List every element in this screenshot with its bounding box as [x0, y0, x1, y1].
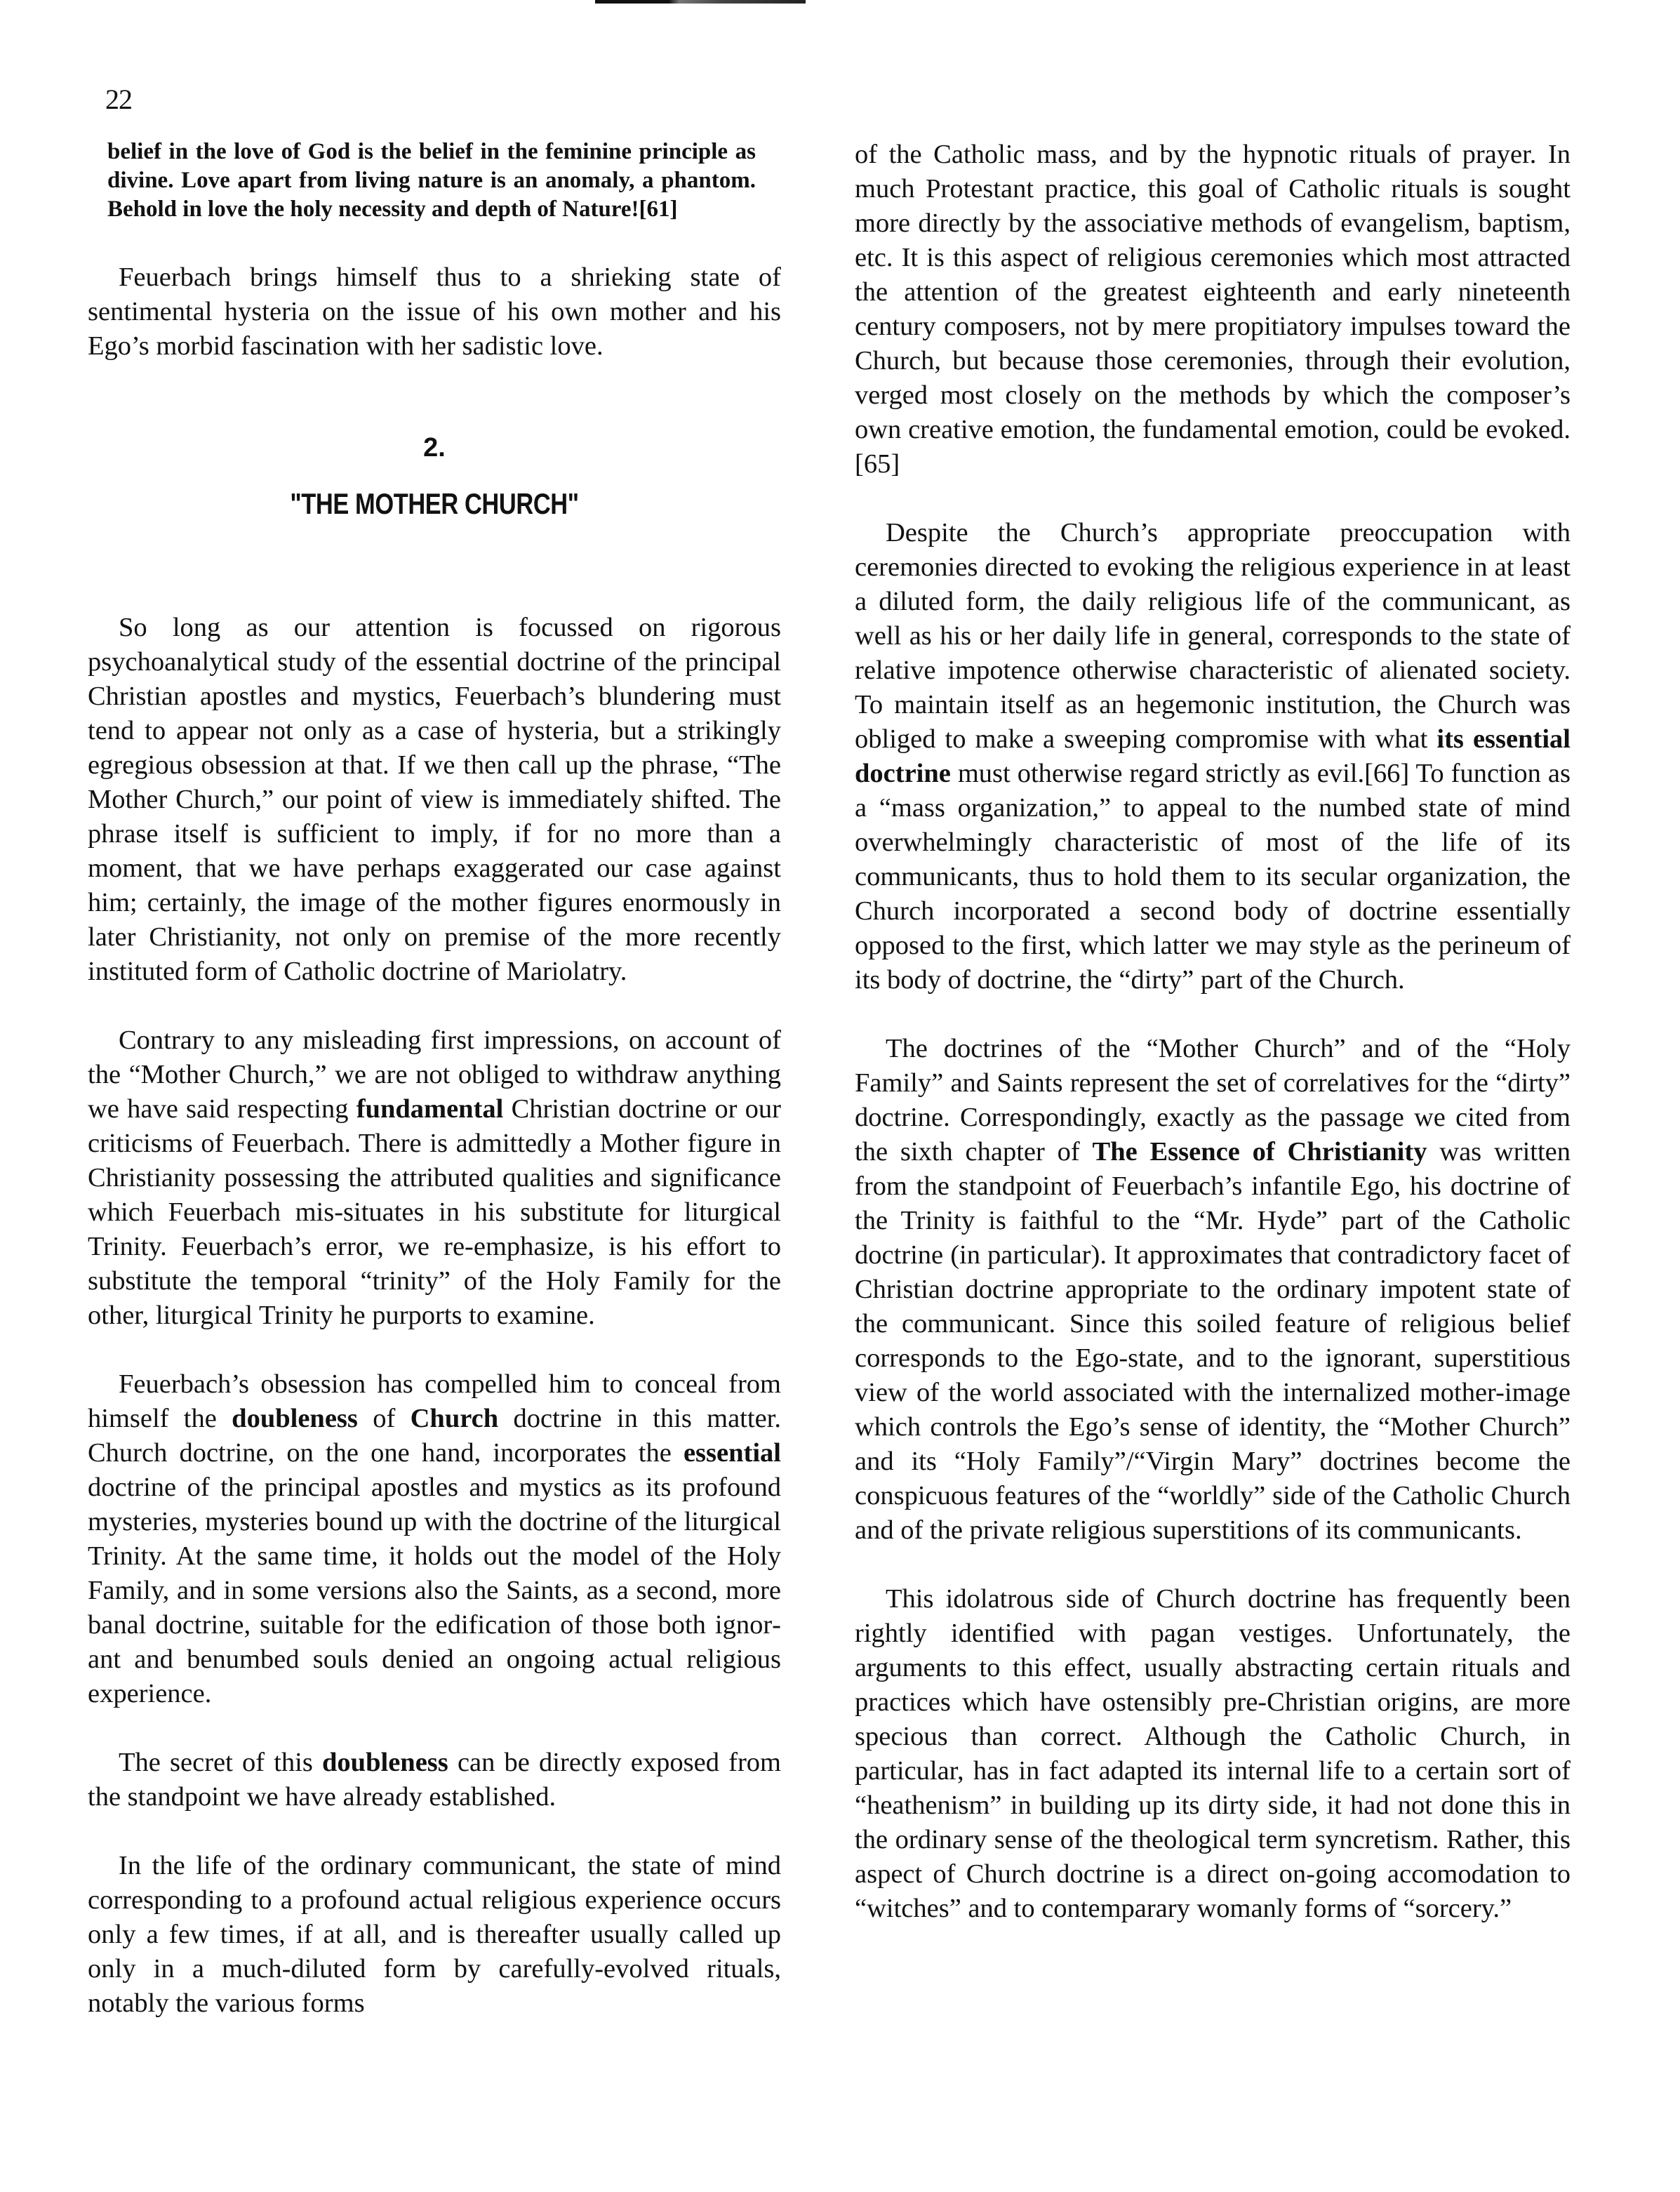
text-run: The doctrines of the “Mother Church” and of the “Holy Family” and Saints represent the set of correlatives for the “dirty” doctrine. Correspondingly, exactly as the passage we cited from the sixth chapter of [855, 1034, 1571, 1167]
block-quote-continuation: belief in the love of God is the belief in the feminine principle as divine. Love apart from living nature is an anomaly, a phantom. Behold in love the holy necessity and depth of Nature![61] [107, 139, 756, 222]
paragraph [88, 1023, 781, 1333]
text-run: Despite the Church’s appropriate preoccupation with ceremonies directed to evoking the religious experience in at least a diluted form, the daily religious life of the communicant, as well as his or her daily life in general, corresponds to the state of relative impotence otherwise characteristic of alienated society. To maintain itself as an hegemonic institution, the Church was obliged to make a sweeping compromise with what [855, 518, 1571, 754]
text-run: Christian doctrine or our criticisms of Feuerbach. There is admittedly a Mother figure in Christianity possessing the attributed qualities and significance which Feuerbach mis-situates in his substitute for liturgical Trinity. Feuerbach’s error, we re-emphasize, is his effort to substitute the temporal “trinity” of the Holy Family for the other, liturgical Trinity he purports to examine. [88, 1094, 781, 1330]
paragraph: This idolatrous side of Church doctrine has frequently been rightly identified with pagan vestiges. Unfortunately, the arguments to this effect, usually abstracting certain rituals and practices which have ostensibly pre-Christian origins, are more specious than correct. Although the Catholic Church, in particular, has in fact adapted its internal life to a certain sort of “heathenism” in building up its dirty side, it had not done this in the ordinary sense of the theological term syncretism. Rather, this aspect of Church doctrine is a direct on-going accomodation to “witches” and to contemparary womanly forms of “sorcery.” [855, 1584, 1571, 1923]
scan-edge-artifact [595, 0, 806, 4]
section-title: "THE MOTHER CHURCH" [290, 487, 579, 520]
text-run: can be directly exposed from the standpoint we have already established. [88, 1748, 781, 1812]
paragraph: Feuerbach brings himself thus to a shrieking state of sentimental hysteria on the issue of his own mother and his Ego’s morbid fascination with her sadistic love. [88, 263, 781, 361]
bold-term: its essential doctrine [855, 724, 1571, 788]
paragraph: In the life of the ordinary communicant, the state of mind corresponding to a profound actual religious experience occurs only a few times, if at all, and is thereafter usually called up only in a much-diluted form by carefully-evolved rituals, notably the various forms [88, 1851, 781, 2018]
bold-term: Church [410, 1404, 499, 1433]
left-column [88, 138, 781, 2055]
paragraph [855, 1032, 1571, 1548]
bold-term: essential [683, 1438, 781, 1468]
text-run: doctrine of the principal apostles and mystics as its profound mysteries, mysteries bound up with the doctrine of the liturgical Trinity. At the same time, it holds out the model of the Holy Family, and in some versions also the Saints, as a second, more banal doctrine, suitable for the edification of those both ignorant and benumbed souls denied an ongoing actual religious experience. [88, 1473, 781, 1708]
text-run: of [357, 1404, 411, 1433]
text-run: must otherwise regard strictly as evil.[66] To function as a “mass organization,” to appeal to the numbed state of mind overwhelmingly characteristic of most of the life of its communicants, thus to hold them to its secular organization, the Church incorporated a second body of doctrine essentially opposed to the first, which latter we may style as the perineum of its body of doctrine, the “dirty” part of the Church. [855, 759, 1571, 995]
section-number: 2. [423, 433, 446, 463]
bold-term: doubleness [322, 1748, 448, 1777]
text-run: The secret of this [119, 1748, 323, 1777]
paragraph [855, 516, 1571, 997]
text-run: was written from the standpoint of Feuerbach’s infantile Ego, his doctrine of the Trinity is faithful to the “Mr. Hyde” part of the Catholic doctrine (in particular). It approximates that contradictory facet of Christian doctrine appropriate to the ordinary impotent state of the communicant. Since this soiled feature of religious belief corresponds to the Ego-state, and to the ignorant, superstitious view of the world associated with the internalized mother-image which controls the Ego’s sense of identity, the “Mother Church” and its “Holy Family”/“Virgin Mary” doctrines become the conspicuous features of the “worldly” side of the Catholic Church and of the private religious superstitions of its communicants. [855, 1137, 1571, 1545]
paragraph [88, 1746, 781, 1814]
paragraph-continuation: of the Catholic mass, and by the hypnotic rituals of prayer. In much Protestant practice, this goal of Catholic rituals is sought more directly by the associative methods of evangelism, baptism, etc. It is this aspect of religious ceremonies which most attracted the attention of the greatest eighteenth and early nineteenth century composers, not by mere propitiatory impulses toward the Church, but because those ceremonies, through their evolution, verged most closely on the methods by which the composer’s own creative emotion, the fundamental emotion, could be evoked.[65] [855, 140, 1571, 479]
text-run: doctrine in this matter. Church doctrine, on the one hand, incorporates the [88, 1404, 781, 1468]
text-run: Contrary to any misleading first impressions, on account of the “Mother Church,” we are not obliged to withdraw anything we have said respecting [88, 1025, 781, 1124]
paragraph: So long as our attention is focussed on rigorous psychoanalytical study of the essential doctrine of the principal Christian apostles and mystics, Feuerbach’s blundering must tend to appear not only as a case of hysteria, but a strikingly egregious obsession at that. If we then call up the phrase, “The Mother Church,” our point of view is immediately shifted. The phrase itself is sufficient to imply, if for no more than a moment, that we have perhaps exaggerated our case against him; certainly, the image of the mother figures enormously in later Christianity, not only on premise of the more recently instituted form of Catholic doctrine of Mariolatry. [88, 613, 781, 986]
paragraph [88, 1367, 781, 1711]
page-number: 22 [105, 84, 132, 115]
bold-term: doubleness [232, 1404, 358, 1433]
book-title: The Essence of Christianity [1092, 1137, 1427, 1167]
right-column [855, 138, 1571, 1960]
bold-term: fundamental [356, 1094, 504, 1124]
text-run: Feuerbach’s obsession has compelled him to conceal from himself the [88, 1369, 781, 1433]
